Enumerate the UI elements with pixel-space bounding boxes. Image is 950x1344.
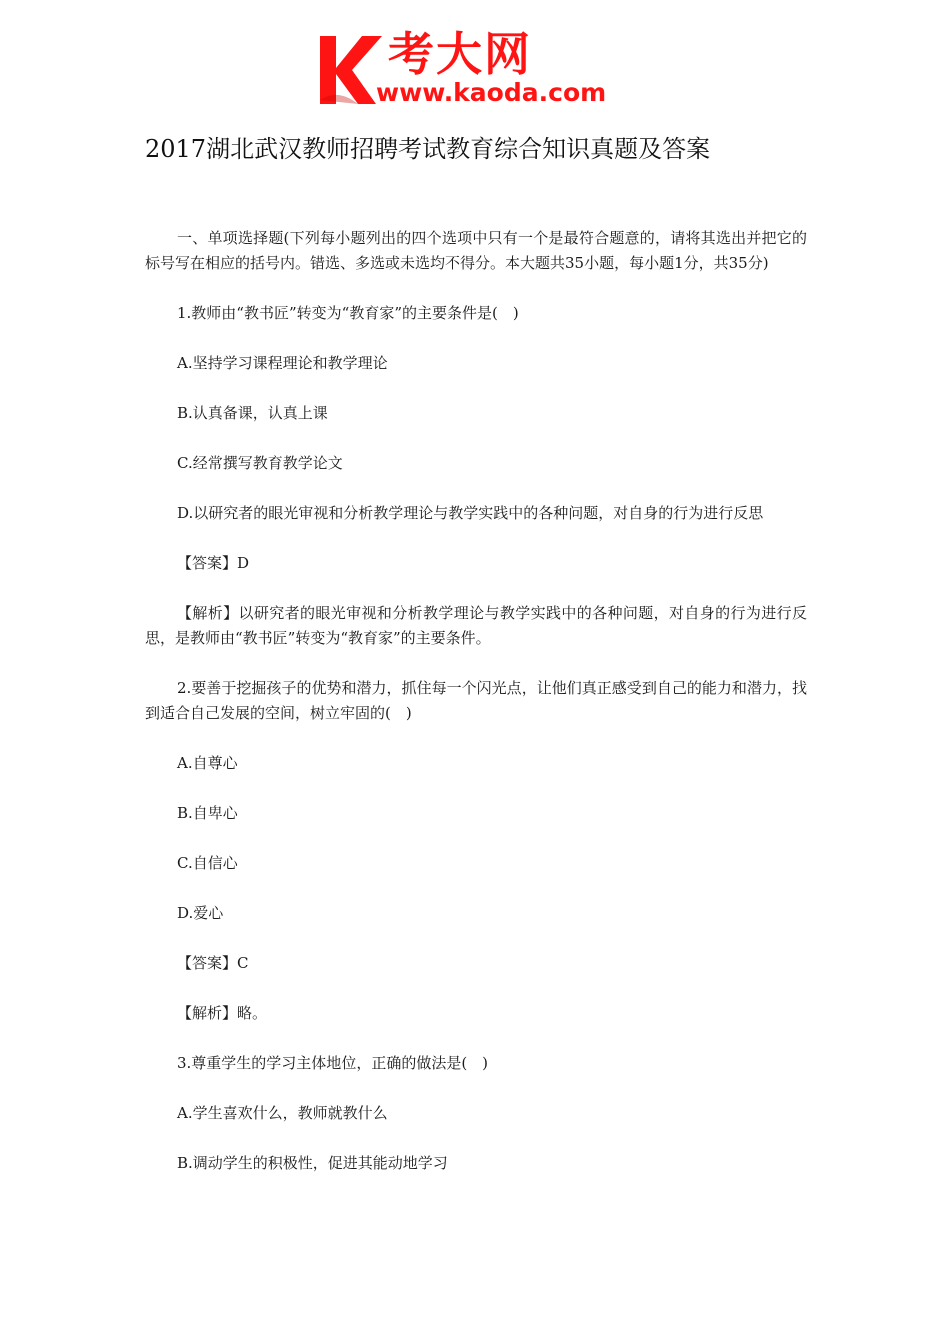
k-mark-icon (318, 28, 384, 108)
option-c: C.自信心 (177, 854, 238, 872)
logo-brand-text: 考大网 (388, 27, 532, 81)
question-stem: 1.教师由“教书匠”转变为“教育家”的主要条件是( ) (177, 304, 519, 322)
answer-line: 【答案】C (177, 954, 249, 972)
option-b: B.自卑心 (177, 804, 238, 822)
question-stem: 3.尊重学生的学习主体地位，正确的做法是( ) (177, 1054, 489, 1072)
answer-line: 【答案】D (177, 554, 250, 572)
option-a: A.坚持学习课程理论和教学理论 (177, 354, 388, 372)
option-b: B.认真备课，认真上课 (177, 404, 328, 422)
option-a: A.学生喜欢什么，教师就教什么 (177, 1104, 388, 1122)
option-d: D.爱心 (177, 904, 224, 922)
logo-url-text: www.kaoda.com (376, 78, 607, 107)
section-intro: 一、单项选择题(下列每小题列出的四个选项中只有一个是最符合题意的，请将其选出并把它的标号写在相应的括号内。错选、多选或未选均不得分。本大题共35小题，每小题1分，共35分) (145, 229, 807, 272)
analysis-line: 【解析】以研究者的眼光审视和分析教学理论与教学实践中的各种问题，对自身的行为进行反思，是教师由“教书匠”转变为“教育家”的主要条件。 (145, 604, 807, 647)
analysis-line: 【解析】略。 (177, 1004, 268, 1022)
option-d: D.以研究者的眼光审视和分析教学理论与教学实践中的各种问题，对自身的行为进行反思 (177, 504, 764, 522)
kaoda-logo (318, 28, 640, 108)
question-stem: 2.要善于挖掘孩子的优势和潜力，抓住每一个闪光点，让他们真正感受到自己的能力和潜力，找到适合自己发展的空间，树立牢固的( ) (145, 679, 807, 722)
option-c: C.经常撰写教育教学论文 (177, 454, 343, 472)
document-body (145, 226, 807, 1176)
option-b: B.调动学生的积极性，促进其能动地学习 (177, 1154, 448, 1172)
option-a: A.自尊心 (177, 754, 238, 772)
document-title: 2017湖北武汉教师招聘考试教育综合知识真题及答案 (145, 135, 711, 163)
